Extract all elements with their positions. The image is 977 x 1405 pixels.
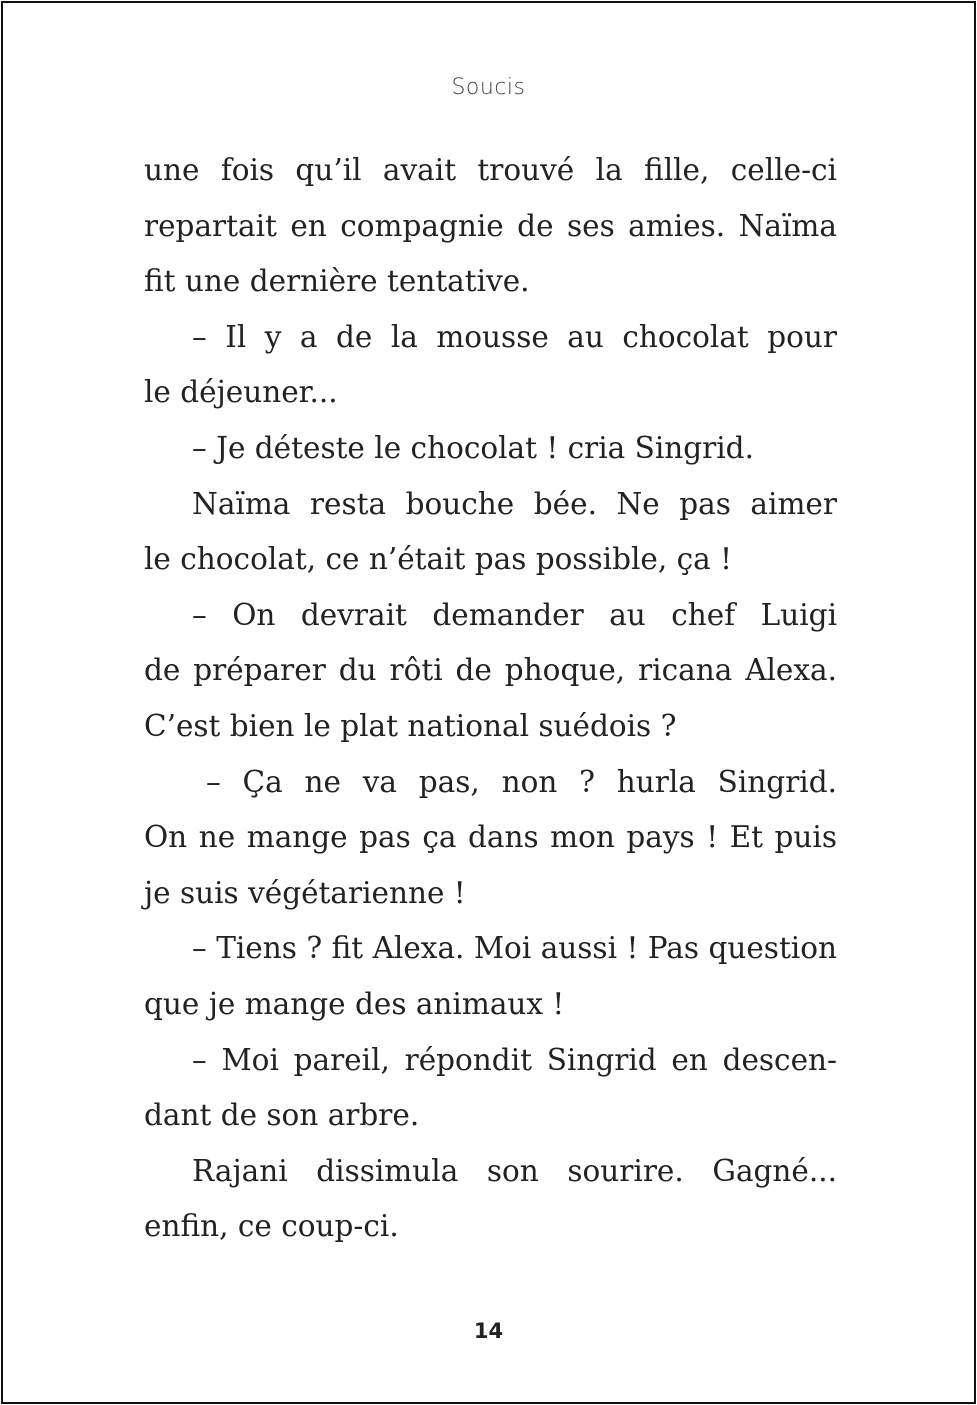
text-line: – Moi pareil, répondit Singrid en descen-	[192, 1042, 837, 1077]
text-line: dant de son arbre.	[144, 1098, 420, 1133]
text-line: – Ça ne va pas, non ? hurla Singrid.	[206, 764, 837, 799]
book-page	[1, 1, 976, 1404]
text-line: je suis végétarienne !	[144, 875, 466, 910]
text-line: – On devrait demander au chef Luigi	[192, 597, 837, 632]
text-line: le chocolat, ce n’était pas possible, ça !	[144, 542, 732, 577]
text-line: – Je déteste le chocolat ! cria Singrid.	[192, 430, 754, 465]
running-head: Soucis	[451, 75, 526, 100]
text-line: une fois qu’il avait trouvé la fille, celle-ci	[144, 153, 837, 187]
text-line: repartait en compagnie de ses amies. Naïma	[144, 208, 837, 243]
body-text	[144, 143, 837, 1255]
text-line: de préparer du rôti de phoque, ricana Alexa.	[144, 653, 837, 688]
text-line: Rajani dissimula son sourire. Gagné...	[192, 1153, 837, 1188]
text-line: – Il y a de la mousse au chocolat pour	[192, 319, 837, 354]
text-line: C’est bien le plat national suédois ?	[144, 708, 677, 743]
page-number: 14	[473, 1319, 504, 1343]
text-line: On ne mange pas ça dans mon pays ! Et puis	[144, 820, 837, 855]
text-line: Naïma resta bouche bée. Ne pas aimer	[192, 486, 837, 521]
text-line: enfin, ce coup-ci.	[144, 1209, 399, 1244]
text-line: – Tiens ? fit Alexa. Moi aussi ! Pas question	[192, 931, 837, 966]
text-line: le déjeuner...	[144, 375, 338, 410]
text-line: que je mange des animaux !	[144, 986, 565, 1021]
text-line: fit une dernière tentative.	[144, 264, 530, 299]
